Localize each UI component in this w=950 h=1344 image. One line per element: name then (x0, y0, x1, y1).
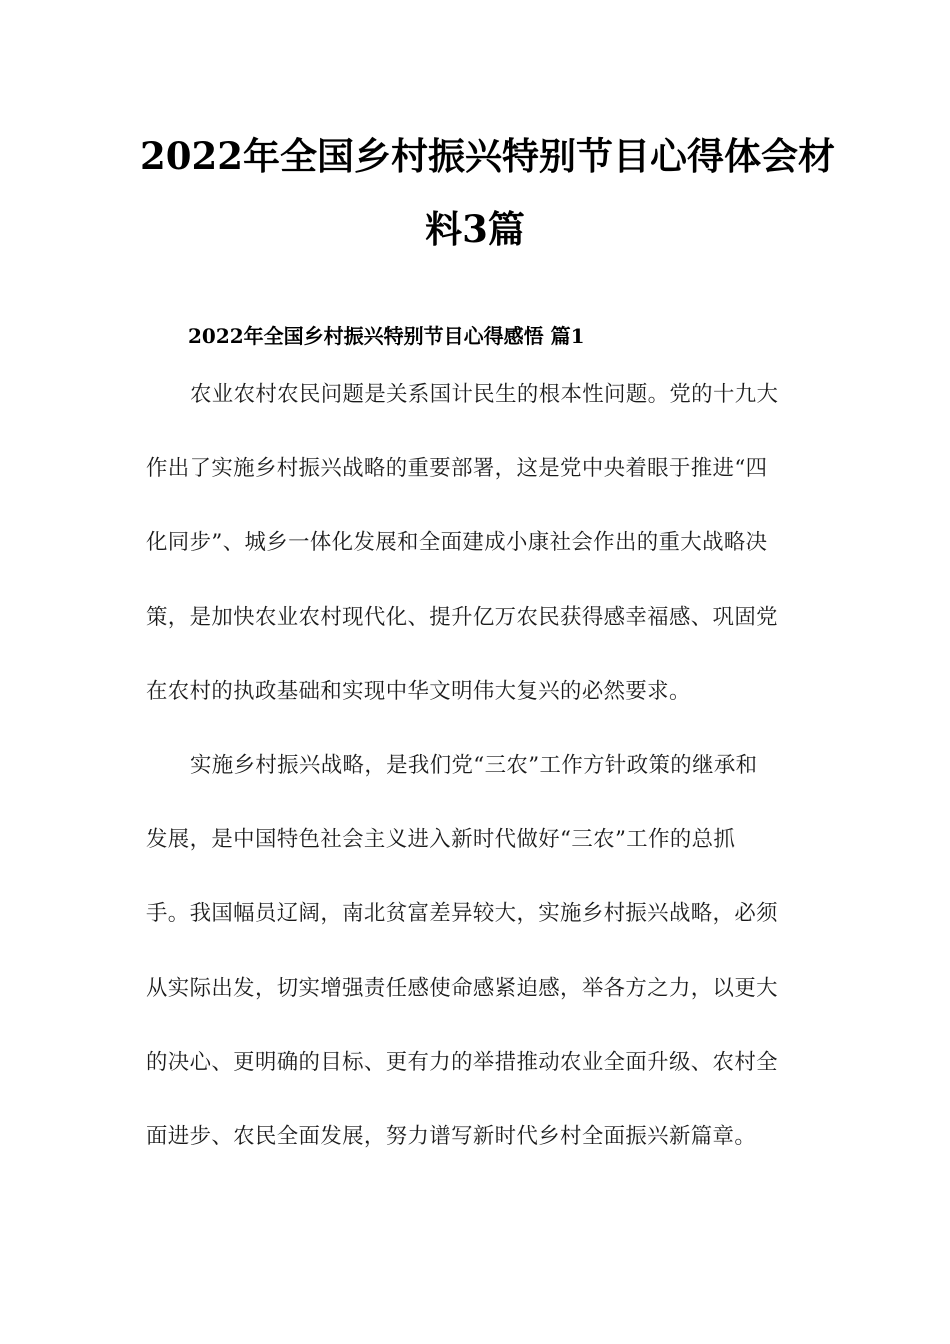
document-title-line-2: 料3篇 (425, 207, 525, 251)
paragraph-line: 的决心、更明确的目标、更有力的举措推动农业全面升级、农村全 (146, 1050, 778, 1075)
paragraph-line: 面进步、农民全面发展，努力谱写新时代乡村全面振兴新篇章。 (146, 1124, 757, 1149)
paragraph-line: 农业农村农民问题是关系国计民生的根本性问题。党的十九大 (190, 382, 779, 407)
paragraph-line: 策，是加快农业农村现代化、提升亿万农民获得感幸福感、巩固党 (146, 605, 778, 630)
paragraph-line: 手。我国幅员辽阔，南北贫富差异较大，实施乡村振兴战略，必须 (146, 901, 778, 926)
paragraph-line: 发展，是中国特色社会主义进入新时代做好“三农”工作的总抓 (146, 827, 736, 852)
paragraph-line: 实施乡村振兴战略，是我们党“三农”工作方针政策的继承和 (190, 753, 758, 778)
document-title-line-1: 2022年全国乡村振兴特别节目心得体会材 (140, 134, 835, 178)
paragraph-line: 从实际出发，切实增强责任感使命感紧迫感，举各方之力，以更大 (146, 976, 778, 1001)
paragraph-line: 化同步”、城乡一体化发展和全面建成小康社会作出的重大战略决 (146, 530, 768, 555)
section-subtitle: 2022年全国乡村振兴特别节目心得感悟 篇1 (188, 324, 585, 348)
paragraph-line: 作出了实施乡村振兴战略的重要部署，这是党中央着眼于推进“四 (146, 456, 768, 481)
paragraph-line: 在农村的执政基础和实现中华文明伟大复兴的必然要求。 (146, 679, 691, 704)
